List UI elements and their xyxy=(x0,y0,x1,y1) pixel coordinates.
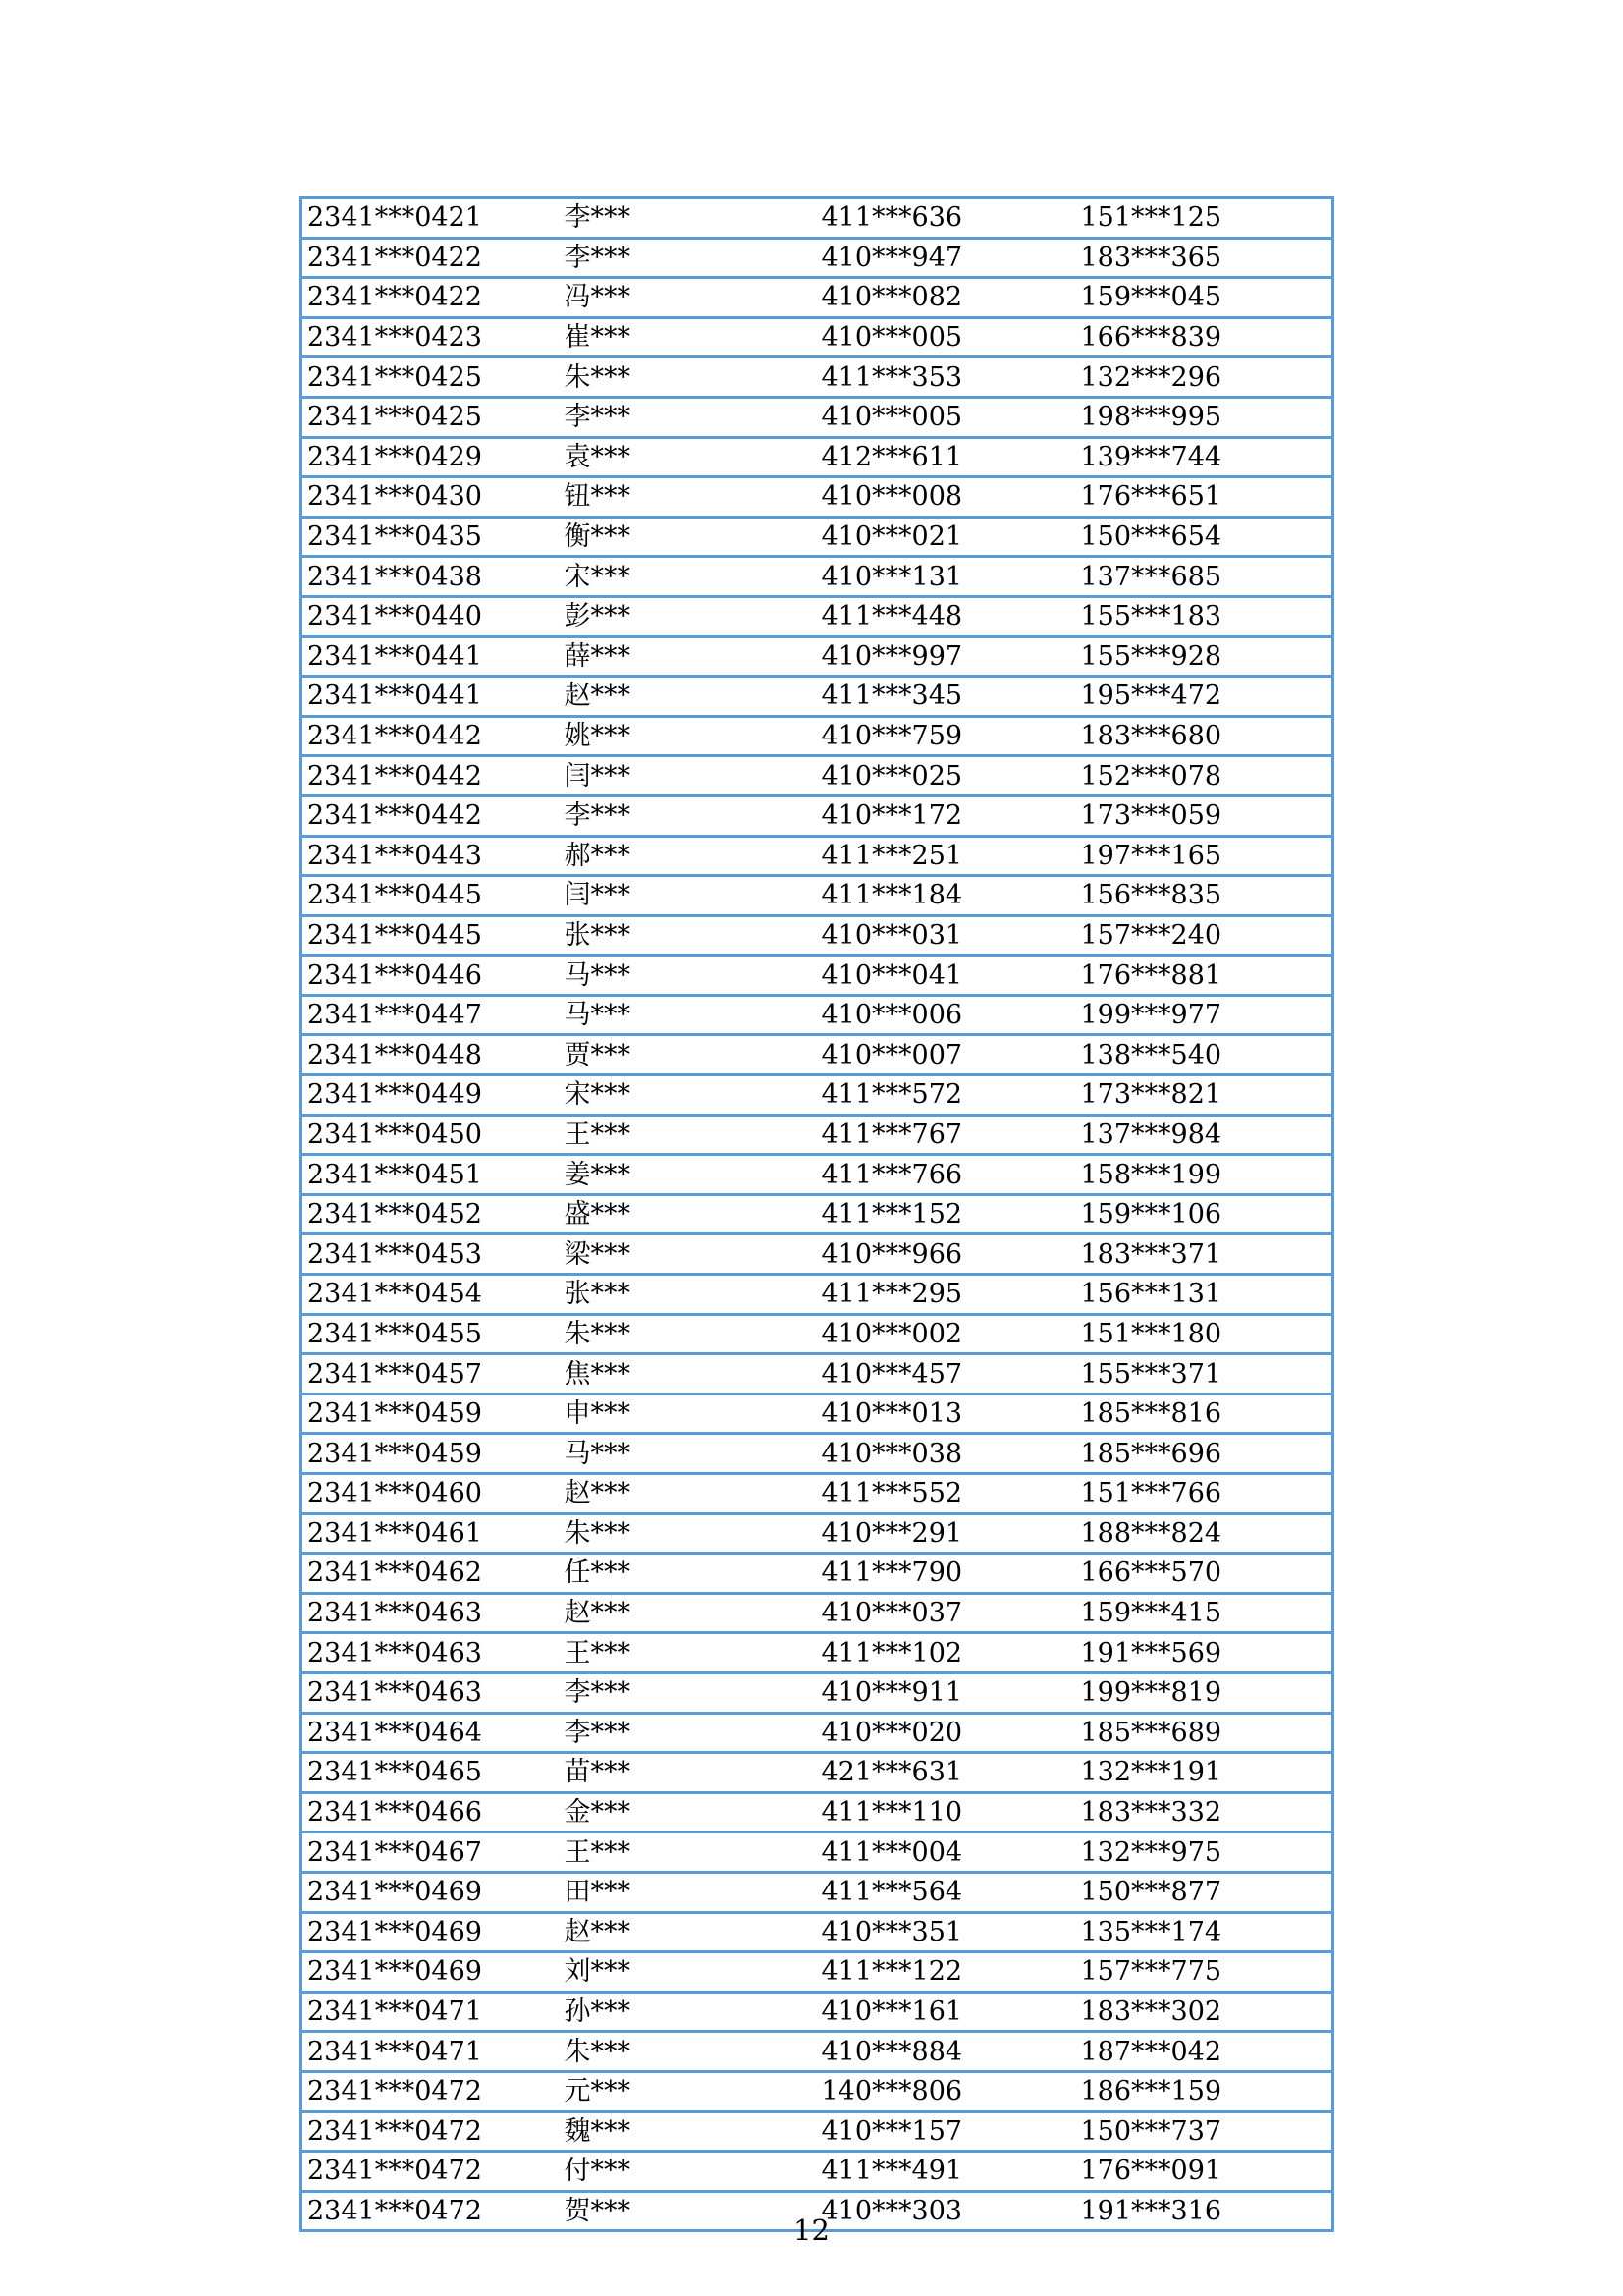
name-cell: 朱*** xyxy=(560,2032,817,2072)
table-row xyxy=(301,477,1333,518)
phone-number-cell: 155***928 xyxy=(1076,636,1333,677)
registration-number-cell: 2341***0462 xyxy=(301,1554,560,1594)
name-cell: 李*** xyxy=(560,238,817,278)
id-number-cell: 410***161 xyxy=(817,1992,1076,2032)
name-cell: 元*** xyxy=(560,2071,817,2111)
id-number-cell: 411***790 xyxy=(817,1554,1076,1594)
table-row xyxy=(301,1115,1333,1155)
phone-number-cell: 166***570 xyxy=(1076,1554,1333,1594)
name-cell: 盛*** xyxy=(560,1194,817,1234)
id-number-cell: 411***152 xyxy=(817,1194,1076,1234)
registration-number-cell: 2341***0449 xyxy=(301,1075,560,1116)
registration-number-cell: 2341***0441 xyxy=(301,636,560,677)
registration-number-cell: 2341***0435 xyxy=(301,517,560,557)
phone-number-cell: 191***569 xyxy=(1076,1633,1333,1673)
id-number-cell: 410***966 xyxy=(817,1234,1076,1275)
table-row xyxy=(301,557,1333,597)
registration-number-cell: 2341***0421 xyxy=(301,198,560,239)
phone-number-cell: 151***125 xyxy=(1076,198,1333,239)
registration-number-cell: 2341***0423 xyxy=(301,317,560,357)
name-cell: 王*** xyxy=(560,1115,817,1155)
phone-number-cell: 157***240 xyxy=(1076,915,1333,956)
registration-number-cell: 2341***0422 xyxy=(301,238,560,278)
name-cell: 朱*** xyxy=(560,1513,817,1554)
id-number-cell: 410***025 xyxy=(817,756,1076,796)
phone-number-cell: 132***975 xyxy=(1076,1832,1333,1873)
id-number-cell: 411***345 xyxy=(817,677,1076,717)
name-cell: 赵*** xyxy=(560,1593,817,1633)
name-cell: 宋*** xyxy=(560,1075,817,1116)
name-cell: 马*** xyxy=(560,956,817,996)
table-row xyxy=(301,1275,1333,1315)
name-cell: 田*** xyxy=(560,1872,817,1912)
table-row xyxy=(301,956,1333,996)
name-cell: 衡*** xyxy=(560,517,817,557)
name-cell: 张*** xyxy=(560,1275,817,1315)
table-row xyxy=(301,1513,1333,1554)
phone-number-cell: 137***984 xyxy=(1076,1115,1333,1155)
id-number-cell: 411***004 xyxy=(817,1832,1076,1873)
phone-number-cell: 156***131 xyxy=(1076,1275,1333,1315)
id-number-cell: 410***021 xyxy=(817,517,1076,557)
name-cell: 姜*** xyxy=(560,1155,817,1195)
page-number: 12 xyxy=(793,2214,830,2247)
name-cell: 赵*** xyxy=(560,677,817,717)
id-number-cell: 411***636 xyxy=(817,198,1076,239)
phone-number-cell: 150***654 xyxy=(1076,517,1333,557)
registration-number-cell: 2341***0463 xyxy=(301,1593,560,1633)
phone-number-cell: 199***977 xyxy=(1076,995,1333,1035)
id-number-cell: 410***911 xyxy=(817,1672,1076,1713)
id-number-cell: 410***131 xyxy=(817,557,1076,597)
table-row xyxy=(301,1792,1333,1832)
registration-number-cell: 2341***0467 xyxy=(301,1832,560,1873)
name-cell: 马*** xyxy=(560,995,817,1035)
phone-number-cell: 132***191 xyxy=(1076,1753,1333,1793)
registration-number-cell: 2341***0443 xyxy=(301,836,560,876)
name-cell: 李*** xyxy=(560,1672,817,1713)
id-number-cell: 411***572 xyxy=(817,1075,1076,1116)
phone-number-cell: 183***680 xyxy=(1076,716,1333,756)
registration-number-cell: 2341***0442 xyxy=(301,716,560,756)
id-number-cell: 411***122 xyxy=(817,1952,1076,1993)
phone-number-cell: 156***835 xyxy=(1076,876,1333,916)
name-cell: 薛*** xyxy=(560,636,817,677)
id-number-cell: 411***564 xyxy=(817,1872,1076,1912)
phone-number-cell: 159***415 xyxy=(1076,1593,1333,1633)
id-number-cell: 410***007 xyxy=(817,1035,1076,1075)
name-cell: 金*** xyxy=(560,1792,817,1832)
phone-number-cell: 173***821 xyxy=(1076,1075,1333,1116)
registration-number-cell: 2341***0461 xyxy=(301,1513,560,1554)
name-cell: 朱*** xyxy=(560,357,817,398)
id-number-cell: 410***759 xyxy=(817,716,1076,756)
phone-number-cell: 176***651 xyxy=(1076,477,1333,518)
phone-number-cell: 159***106 xyxy=(1076,1194,1333,1234)
registration-number-cell: 2341***0425 xyxy=(301,357,560,398)
table-row xyxy=(301,1035,1333,1075)
registration-number-cell: 2341***0472 xyxy=(301,2111,560,2152)
table-row xyxy=(301,1474,1333,1514)
registration-number-cell: 2341***0445 xyxy=(301,876,560,916)
name-cell: 王*** xyxy=(560,1633,817,1673)
id-number-cell: 410***997 xyxy=(817,636,1076,677)
id-number-cell: 410***351 xyxy=(817,1912,1076,1952)
registration-number-cell: 2341***0455 xyxy=(301,1314,560,1354)
table-row xyxy=(301,1672,1333,1713)
table-row xyxy=(301,1633,1333,1673)
registration-number-cell: 2341***0442 xyxy=(301,756,560,796)
phone-number-cell: 195***472 xyxy=(1076,677,1333,717)
registration-number-cell: 2341***0448 xyxy=(301,1035,560,1075)
registration-number-cell: 2341***0430 xyxy=(301,477,560,518)
name-cell: 刘*** xyxy=(560,1952,817,1993)
registration-number-cell: 2341***0457 xyxy=(301,1354,560,1394)
phone-number-cell: 150***877 xyxy=(1076,1872,1333,1912)
name-cell: 宋*** xyxy=(560,557,817,597)
phone-number-cell: 158***199 xyxy=(1076,1155,1333,1195)
name-cell: 朱*** xyxy=(560,1314,817,1354)
table-row xyxy=(301,397,1333,437)
id-number-cell: 411***353 xyxy=(817,357,1076,398)
table-row xyxy=(301,1075,1333,1116)
table-row xyxy=(301,836,1333,876)
phone-number-cell: 137***685 xyxy=(1076,557,1333,597)
phone-number-cell: 185***696 xyxy=(1076,1434,1333,1474)
id-number-cell: 411***251 xyxy=(817,836,1076,876)
id-number-cell: 411***767 xyxy=(817,1115,1076,1155)
id-number-cell: 410***082 xyxy=(817,278,1076,318)
phone-number-cell: 155***183 xyxy=(1076,596,1333,636)
registration-number-cell: 2341***0464 xyxy=(301,1713,560,1753)
name-cell: 钮*** xyxy=(560,477,817,518)
name-cell: 申*** xyxy=(560,1394,817,1434)
registration-number-cell: 2341***0466 xyxy=(301,1792,560,1832)
phone-number-cell: 198***995 xyxy=(1076,397,1333,437)
registration-number-cell: 2341***0459 xyxy=(301,1394,560,1434)
phone-number-cell: 138***540 xyxy=(1076,1035,1333,1075)
table-row xyxy=(301,1314,1333,1354)
table-row xyxy=(301,1354,1333,1394)
id-number-cell: 410***457 xyxy=(817,1354,1076,1394)
table-row xyxy=(301,1832,1333,1873)
registration-number-cell: 2341***0450 xyxy=(301,1115,560,1155)
registration-number-cell: 2341***0447 xyxy=(301,995,560,1035)
phone-number-cell: 159***045 xyxy=(1076,278,1333,318)
id-number-cell: 410***013 xyxy=(817,1394,1076,1434)
phone-number-cell: 191***316 xyxy=(1076,2191,1333,2231)
registration-number-cell: 2341***0438 xyxy=(301,557,560,597)
name-cell: 贾*** xyxy=(560,1035,817,1075)
table-row xyxy=(301,1753,1333,1793)
name-cell: 闫*** xyxy=(560,756,817,796)
phone-number-cell: 139***744 xyxy=(1076,437,1333,477)
registration-number-cell: 2341***0453 xyxy=(301,1234,560,1275)
phone-number-cell: 151***180 xyxy=(1076,1314,1333,1354)
name-cell: 赵*** xyxy=(560,1474,817,1514)
table-row xyxy=(301,756,1333,796)
id-number-cell: 410***006 xyxy=(817,995,1076,1035)
registration-number-cell: 2341***0463 xyxy=(301,1633,560,1673)
id-number-cell: 140***806 xyxy=(817,2071,1076,2111)
registration-number-cell: 2341***0454 xyxy=(301,1275,560,1315)
registration-number-cell: 2341***0429 xyxy=(301,437,560,477)
phone-number-cell: 185***816 xyxy=(1076,1394,1333,1434)
name-cell: 魏*** xyxy=(560,2111,817,2152)
id-number-cell: 411***184 xyxy=(817,876,1076,916)
phone-number-cell: 199***819 xyxy=(1076,1672,1333,1713)
table-row xyxy=(301,636,1333,677)
table-row xyxy=(301,1234,1333,1275)
table-row xyxy=(301,517,1333,557)
id-number-cell: 411***102 xyxy=(817,1633,1076,1673)
name-cell: 苗*** xyxy=(560,1753,817,1793)
name-cell: 焦*** xyxy=(560,1354,817,1394)
table-row xyxy=(301,1194,1333,1234)
registration-number-cell: 2341***0446 xyxy=(301,956,560,996)
name-cell: 李*** xyxy=(560,198,817,239)
records-table xyxy=(299,196,1334,2232)
name-cell: 闫*** xyxy=(560,876,817,916)
name-cell: 付*** xyxy=(560,2152,817,2192)
registration-number-cell: 2341***0425 xyxy=(301,397,560,437)
table-row xyxy=(301,1992,1333,2032)
registration-number-cell: 2341***0460 xyxy=(301,1474,560,1514)
registration-number-cell: 2341***0469 xyxy=(301,1912,560,1952)
id-number-cell: 410***005 xyxy=(817,317,1076,357)
name-cell: 李*** xyxy=(560,795,817,836)
name-cell: 孙*** xyxy=(560,1992,817,2032)
name-cell: 梁*** xyxy=(560,1234,817,1275)
table-row xyxy=(301,437,1333,477)
name-cell: 王*** xyxy=(560,1832,817,1873)
name-cell: 袁*** xyxy=(560,437,817,477)
table-row xyxy=(301,2152,1333,2192)
id-number-cell: 411***448 xyxy=(817,596,1076,636)
name-cell: 李*** xyxy=(560,397,817,437)
phone-number-cell: 183***302 xyxy=(1076,1992,1333,2032)
registration-number-cell: 2341***0465 xyxy=(301,1753,560,1793)
name-cell: 赵*** xyxy=(560,1912,817,1952)
name-cell: 郝*** xyxy=(560,836,817,876)
phone-number-cell: 132***296 xyxy=(1076,357,1333,398)
name-cell: 贺*** xyxy=(560,2191,817,2231)
name-cell: 崔*** xyxy=(560,317,817,357)
table-row xyxy=(301,876,1333,916)
table-row xyxy=(301,596,1333,636)
id-number-cell: 410***037 xyxy=(817,1593,1076,1633)
id-number-cell: 411***295 xyxy=(817,1275,1076,1315)
registration-number-cell: 2341***0471 xyxy=(301,1992,560,2032)
phone-number-cell: 152***078 xyxy=(1076,756,1333,796)
table-row xyxy=(301,1434,1333,1474)
id-number-cell: 411***491 xyxy=(817,2152,1076,2192)
table-row xyxy=(301,357,1333,398)
phone-number-cell: 135***174 xyxy=(1076,1912,1333,1952)
table-row xyxy=(301,1155,1333,1195)
table-row xyxy=(301,317,1333,357)
registration-number-cell: 2341***0471 xyxy=(301,2032,560,2072)
phone-number-cell: 185***689 xyxy=(1076,1713,1333,1753)
id-number-cell: 410***884 xyxy=(817,2032,1076,2072)
name-cell: 张*** xyxy=(560,915,817,956)
registration-number-cell: 2341***0445 xyxy=(301,915,560,956)
registration-number-cell: 2341***0442 xyxy=(301,795,560,836)
id-number-cell: 410***002 xyxy=(817,1314,1076,1354)
table-row xyxy=(301,2111,1333,2152)
phone-number-cell: 186***159 xyxy=(1076,2071,1333,2111)
id-number-cell: 410***947 xyxy=(817,238,1076,278)
phone-number-cell: 176***881 xyxy=(1076,956,1333,996)
table-row xyxy=(301,278,1333,318)
name-cell: 彭*** xyxy=(560,596,817,636)
id-number-cell: 410***020 xyxy=(817,1713,1076,1753)
id-number-cell: 410***303 xyxy=(817,2191,1076,2231)
id-number-cell: 411***110 xyxy=(817,1792,1076,1832)
phone-number-cell: 157***775 xyxy=(1076,1952,1333,1993)
id-number-cell: 410***041 xyxy=(817,956,1076,996)
phone-number-cell: 183***365 xyxy=(1076,238,1333,278)
registration-number-cell: 2341***0451 xyxy=(301,1155,560,1195)
registration-number-cell: 2341***0472 xyxy=(301,2071,560,2111)
phone-number-cell: 197***165 xyxy=(1076,836,1333,876)
table-row xyxy=(301,716,1333,756)
name-cell: 马*** xyxy=(560,1434,817,1474)
id-number-cell: 410***291 xyxy=(817,1513,1076,1554)
phone-number-cell: 173***059 xyxy=(1076,795,1333,836)
id-number-cell: 411***766 xyxy=(817,1155,1076,1195)
table-row xyxy=(301,2071,1333,2111)
table-row xyxy=(301,1912,1333,1952)
phone-number-cell: 188***824 xyxy=(1076,1513,1333,1554)
name-cell: 李*** xyxy=(560,1713,817,1753)
phone-number-cell: 155***371 xyxy=(1076,1354,1333,1394)
phone-number-cell: 150***737 xyxy=(1076,2111,1333,2152)
id-number-cell: 411***552 xyxy=(817,1474,1076,1514)
table-row xyxy=(301,915,1333,956)
phone-number-cell: 183***332 xyxy=(1076,1792,1333,1832)
table-row xyxy=(301,1713,1333,1753)
id-number-cell: 410***008 xyxy=(817,477,1076,518)
table-row xyxy=(301,1593,1333,1633)
registration-number-cell: 2341***0472 xyxy=(301,2152,560,2192)
registration-number-cell: 2341***0469 xyxy=(301,1872,560,1912)
registration-number-cell: 2341***0459 xyxy=(301,1434,560,1474)
table-row xyxy=(301,677,1333,717)
name-cell: 姚*** xyxy=(560,716,817,756)
table-row xyxy=(301,238,1333,278)
phone-number-cell: 151***766 xyxy=(1076,1474,1333,1514)
id-number-cell: 412***611 xyxy=(817,437,1076,477)
name-cell: 冯*** xyxy=(560,278,817,318)
phone-number-cell: 187***042 xyxy=(1076,2032,1333,2072)
id-number-cell: 410***005 xyxy=(817,397,1076,437)
name-cell: 任*** xyxy=(560,1554,817,1594)
id-number-cell: 421***631 xyxy=(817,1753,1076,1793)
phone-number-cell: 183***371 xyxy=(1076,1234,1333,1275)
id-number-cell: 410***038 xyxy=(817,1434,1076,1474)
registration-number-cell: 2341***0422 xyxy=(301,278,560,318)
id-number-cell: 410***031 xyxy=(817,915,1076,956)
phone-number-cell: 166***839 xyxy=(1076,317,1333,357)
registration-number-cell: 2341***0472 xyxy=(301,2191,560,2231)
registration-number-cell: 2341***0441 xyxy=(301,677,560,717)
table-row xyxy=(301,795,1333,836)
table-row xyxy=(301,995,1333,1035)
table-row xyxy=(301,1554,1333,1594)
table-row xyxy=(301,1872,1333,1912)
id-number-cell: 410***172 xyxy=(817,795,1076,836)
id-number-cell: 410***157 xyxy=(817,2111,1076,2152)
phone-number-cell: 176***091 xyxy=(1076,2152,1333,2192)
table-row xyxy=(301,2032,1333,2072)
registration-number-cell: 2341***0440 xyxy=(301,596,560,636)
table-row xyxy=(301,1394,1333,1434)
table-row xyxy=(301,1952,1333,1993)
table-row xyxy=(301,198,1333,239)
records-table-body xyxy=(301,198,1333,2231)
registration-number-cell: 2341***0469 xyxy=(301,1952,560,1993)
registration-number-cell: 2341***0463 xyxy=(301,1672,560,1713)
registration-number-cell: 2341***0452 xyxy=(301,1194,560,1234)
